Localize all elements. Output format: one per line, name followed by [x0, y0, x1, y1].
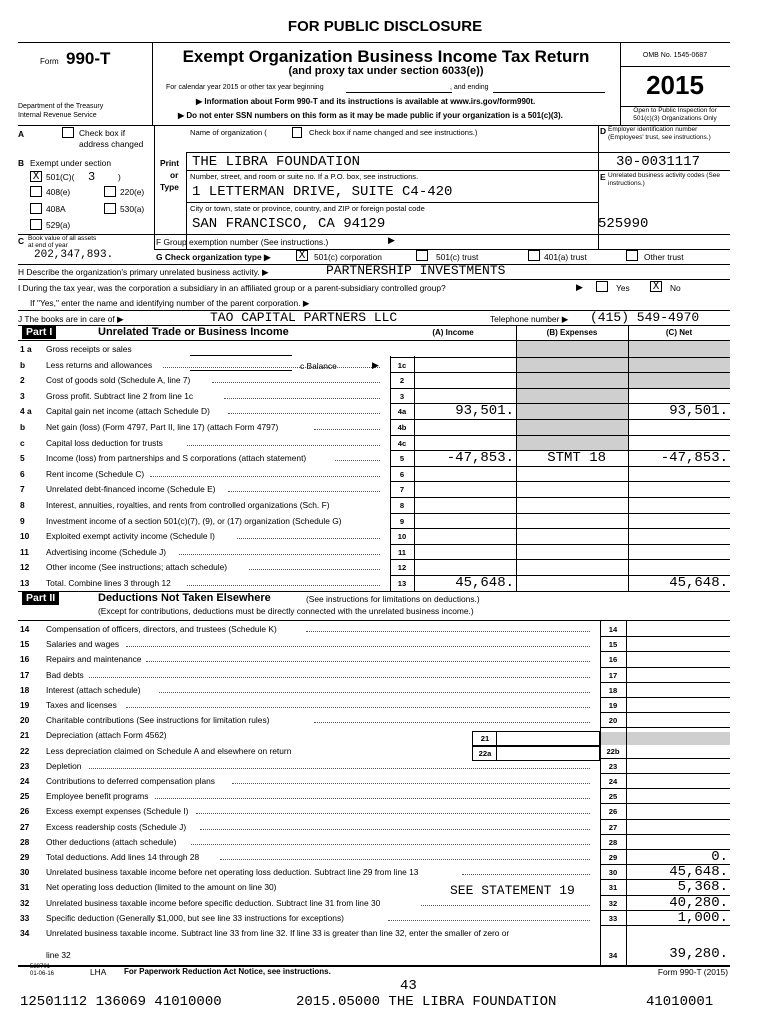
g-opt-1: 501(c) corporation: [314, 252, 382, 262]
part2-line-label: Less depreciation claimed on Schedule A and elsewhere on return: [46, 745, 292, 756]
part2-line-num: 18: [20, 684, 30, 695]
part1-box-label: 11: [397, 547, 407, 557]
408e-checkbox[interactable]: [30, 186, 42, 197]
j-text: J The books are in care of ▶: [18, 314, 124, 324]
line21-box-label: 21: [480, 734, 490, 743]
530a-label: 530(a): [120, 204, 145, 214]
dept-treasury: Department of the Treasury: [18, 103, 104, 110]
part2-value: 5,368.: [677, 879, 728, 896]
part2-box-label: 24: [608, 777, 618, 786]
ein-value: 30-0031117: [616, 154, 701, 170]
yes-label: Yes: [616, 283, 630, 293]
part1-expense-value: STMT 18: [547, 450, 606, 467]
b-label: B: [18, 158, 25, 168]
org-name: THE LIBRA FOUNDATION: [192, 154, 361, 170]
part2-line-label: Excess exempt expenses (Schedule I): [46, 806, 189, 817]
part1-box-label: 1c: [397, 360, 407, 370]
part1-line-num: 1 a: [20, 344, 32, 354]
part1-line-num: 6: [20, 468, 25, 479]
col-b-header: (B) Expenses: [546, 328, 598, 337]
part2-line-num: 15: [20, 639, 30, 650]
part1-line-label: Income (loss) from partnerships and S corporations (attach statement): [46, 453, 307, 464]
d-label: D: [600, 126, 607, 136]
and-ending: , and ending: [450, 84, 489, 91]
e-text: Unrelated business activity codes (See instructions.): [608, 172, 721, 187]
part2-value: 0.: [711, 849, 728, 865]
c-text-2: at end of year: [28, 242, 68, 249]
part2-box-label: 22b: [606, 746, 620, 756]
name-changed-checkbox[interactable]: [292, 127, 302, 138]
part2-box-label: 28: [608, 837, 618, 847]
g-opt-2: 501(c) trust: [436, 252, 479, 262]
part2-line-label: Excess readership costs (Schedule J): [46, 821, 187, 832]
line31-statement: SEE STATEMENT 19: [450, 883, 575, 898]
phone-label: Telephone number ▶: [490, 314, 569, 324]
part2-line-label: Unrelated business taxable income before net operating loss deduction. Subtract line 29 from line 13: [46, 867, 419, 878]
part2-line-num: 24: [20, 776, 30, 786]
page-number: 43: [400, 978, 417, 994]
b-text: Exempt under section: [30, 158, 112, 168]
part2-line-label: Depletion: [46, 760, 82, 771]
part2-line-label: Depreciation (attach Form 4562): [46, 730, 167, 741]
part1-line-num: b: [20, 359, 26, 370]
part1-line-label: Other income (See instructions; attach schedule): [46, 562, 228, 573]
part1-box-label: 4a: [397, 407, 407, 417]
c-text-1: Book value of all assets: [28, 235, 97, 242]
part2-line-num: 17: [20, 669, 30, 680]
part2-value: 45,648.: [669, 864, 728, 881]
activity-description: PARTNERSHIP INVESTMENTS: [326, 263, 506, 278]
part2-line-label: Charitable contributions (See instructions for limitation rules): [46, 715, 270, 726]
part2-value: 40,280.: [669, 894, 728, 911]
form-number: 990-T: [66, 49, 111, 68]
street-value: 1 LETTERMAN DRIVE, SUITE C4-420: [192, 184, 453, 200]
part2-box-label: 25: [608, 792, 618, 802]
part1-line-label: Capital gain net income (attach Schedule D): [46, 406, 210, 417]
city-value: SAN FRANCISCO, CA 94129: [192, 216, 386, 232]
part2-line-num: 25: [20, 791, 30, 802]
d-text: Employer identification number (Employees' trust, see instructions.): [608, 126, 711, 141]
part1-line-num: 7: [20, 484, 25, 495]
part2-line-label: Net operating loss deduction (limited to the amount on line 30): [46, 882, 277, 893]
other-trust-checkbox[interactable]: [626, 250, 638, 261]
part1-line-label: Less returns and allowances: [46, 359, 153, 370]
401a-trust-checkbox[interactable]: [528, 250, 540, 261]
part2-line-num: 22: [20, 745, 30, 756]
part1-box-label: 13: [397, 579, 407, 588]
part2-title-note: (See instructions for limitations on deductions.): [306, 594, 480, 604]
part1-line-label: Investment income of a section 501(c)(7), (9), or (17) organization (Schedule G): [46, 515, 342, 526]
open-inspection-2: 501(c)(3) Organizations Only: [633, 115, 717, 122]
part1-line-num: 3: [20, 390, 25, 401]
part2-line-num: 19: [20, 700, 30, 710]
part2-line-num: 29: [20, 852, 30, 862]
line34-box-label: 34: [608, 951, 618, 960]
f-text: F Group exemption number (See instructions.): [156, 237, 329, 247]
part1-box-label: 10: [397, 532, 407, 542]
part2-line-label: Unrelated business taxable income before specific deduction. Subtract line 31 from line 30: [46, 897, 381, 908]
408e-label: 408(e): [46, 187, 71, 197]
part2-box-label: 14: [608, 625, 618, 634]
part1-line-num: 5: [20, 453, 25, 464]
i-text: I During the tax year, was the corporation a subsidiary in an affiliated group or a parent-subsidiary controlled group?: [18, 283, 446, 293]
part2-box-label: 15: [608, 640, 618, 650]
501c-trust-checkbox[interactable]: [416, 250, 428, 261]
part1-line-num: 9: [20, 515, 25, 526]
omb-number: OMB No. 1545-0687: [642, 52, 708, 59]
g-text: G Check organization type ▶: [156, 252, 271, 262]
part1-line-label: Net gain (loss) (Form 4797, Part II, line 17) (attach Form 4797): [46, 422, 279, 432]
part1-box-label: 7: [399, 485, 405, 495]
part2-line-num: 16: [20, 654, 30, 665]
i-text-2: If "Yes," enter the name and identifying number of the parent corporation. ▶: [30, 298, 310, 308]
part1-line-label: Total. Combine lines 3 through 12: [46, 578, 171, 588]
part2-line-label: Total deductions. Add lines 14 through 28: [46, 852, 200, 862]
gross-receipts-box[interactable]: [190, 344, 292, 356]
part2-line-num: 30: [20, 867, 30, 878]
part1-title: Unrelated Trade or Business Income: [98, 326, 289, 338]
line22a-box-label: 22a: [478, 749, 492, 758]
part1-line-label: Unrelated debt-financed income (Schedule E): [46, 484, 216, 495]
part2-box-label: 23: [608, 761, 618, 771]
part1-line-num: 4 a: [20, 406, 32, 417]
part2-box-label: 27: [608, 822, 618, 832]
501c-corp-checkbox[interactable]: X: [296, 250, 308, 261]
part2-line-label: Interest (attach schedule): [46, 684, 141, 695]
part2-subtitle: (Except for contributions, deductions must be directly connected with the unrelated business income.): [98, 606, 474, 616]
part1-box-label: 9: [399, 516, 405, 526]
part1-box-label: 4c: [397, 438, 407, 448]
part2-line-label: Unrelated business taxable income. Subtract line 33 from line 32. If line 33 is greater than line 32, enter the smaller of zero or: [46, 928, 510, 938]
part2-box-label: 26: [608, 807, 618, 817]
part1-net-value: 45,648.: [669, 575, 728, 591]
529a-checkbox[interactable]: [30, 219, 42, 230]
part1-box-label: 8: [399, 501, 405, 510]
part2-box-label: 32: [608, 898, 618, 908]
col-a-header: (A) Income: [432, 328, 474, 337]
part1-box-label: 4b: [397, 423, 407, 432]
part2-line-label: Employee benefit programs: [46, 791, 149, 802]
part1-line-label: Interest, annuities, royalties, and rents from controlled organizations (Sch. F): [46, 500, 330, 510]
street-label: Number, street, and room or suite no. If a P.O. box, see instructions.: [190, 172, 419, 181]
f-arrow: ▶: [388, 235, 395, 245]
org-name-check-text: Check box if name changed and see instructions.): [309, 128, 478, 137]
part1-tag: Part I: [22, 326, 56, 339]
subsidiary-yes-checkbox[interactable]: [596, 281, 608, 292]
part1-line-num: 10: [20, 531, 30, 542]
address-changed-checkbox[interactable]: [62, 127, 74, 138]
part2-title: Deductions Not Taken Elsewhere: [98, 592, 271, 604]
part2-box-label: 30: [608, 868, 618, 878]
501c-checkbox[interactable]: X: [30, 171, 42, 182]
part2-box-label: 29: [608, 853, 618, 862]
408a-checkbox[interactable]: [30, 203, 42, 214]
220e-label: 220(e): [120, 187, 145, 197]
part1-line-label: Gross receipts or sales: [46, 344, 132, 354]
footer-code-1: 523701: [30, 964, 51, 970]
org-name-label: Name of organization (: [190, 128, 267, 137]
tax-year: 2015: [646, 70, 704, 100]
part1-line-num: 8: [20, 500, 25, 510]
part2-line-num: 31: [20, 882, 30, 893]
part1-net-value: -47,853.: [660, 450, 728, 467]
info-line-2: ▶ Do not enter SSN numbers on this form as it may be made public if your organization is a 501(c)(3).: [178, 111, 563, 120]
g-opt-3: 401(a) trust: [544, 252, 587, 262]
balance-arrow: ▶: [372, 360, 379, 370]
part1-line-num: 13: [20, 578, 30, 588]
open-inspection-1: Open to Public Inspection for: [633, 107, 717, 114]
501c-close: ): [118, 172, 121, 182]
part2-tag: Part II: [22, 592, 59, 605]
part1-line-label: Gross profit. Subtract line 2 from line 1c: [46, 390, 194, 401]
part2-line-num: 28: [20, 836, 30, 847]
part2-line-num: 33: [20, 912, 30, 923]
part2-line-label: Repairs and maintenance: [46, 654, 142, 665]
book-value: 202,347,893.: [34, 249, 114, 261]
part1-box-label: 5: [399, 454, 405, 464]
part2-box-label: 33: [608, 913, 618, 923]
part2-line-label: Taxes and licenses: [46, 700, 117, 710]
part1-line-label: Capital loss deduction for trusts: [46, 437, 163, 448]
type-label: Type: [160, 182, 179, 192]
part1-line-num: 11: [20, 546, 29, 557]
line34-value: 39,280.: [669, 946, 728, 962]
part1-line-label: Advertising income (Schedule J): [46, 546, 167, 557]
part2-line-num: 34: [20, 928, 30, 938]
part1-line-num: c: [20, 437, 25, 448]
disclosure-heading: FOR PUBLIC DISCLOSURE: [287, 18, 483, 35]
a-text-2: address changed: [79, 139, 144, 149]
part2-line-label: Bad debts: [46, 669, 84, 680]
form-label: Form: [40, 57, 59, 66]
408a-label: 408A: [46, 204, 66, 214]
col-c-header: (C) Net: [665, 328, 693, 337]
a-text-1: Check box if: [79, 128, 126, 138]
529a-label: 529(a): [46, 220, 71, 230]
part1-line-num: 2: [20, 375, 25, 386]
part2-line-num: 26: [20, 806, 30, 817]
form-title: Exempt Organization Business Income Tax Return: [182, 47, 590, 66]
530a-checkbox[interactable]: [104, 203, 116, 214]
part2-value: 1,000.: [677, 909, 728, 926]
part2-box-label: 20: [608, 716, 618, 726]
footer-left-id: 12501112 136069 41010000: [20, 994, 222, 1010]
part2-box-label: 18: [608, 685, 618, 695]
footer-code-2: 01-06-16: [30, 971, 55, 977]
part2-box-label: 19: [608, 701, 618, 710]
part2-line-label: Compensation of officers, directors, and trustees (Schedule K): [46, 624, 277, 634]
subsidiary-no-checkbox[interactable]: X: [650, 281, 662, 292]
a-label: A: [18, 129, 25, 139]
city-label: City or town, state or province, country, and ZIP or foreign postal code: [190, 204, 425, 213]
i-arrow: ▶: [576, 282, 583, 292]
h-text: H Describe the organization's primary unrelated business activity. ▶: [18, 267, 269, 277]
part2-line-num: 23: [20, 760, 30, 771]
footer-form-ref: Form 990-T (2015): [657, 967, 728, 977]
form-subtitle: (and proxy tax under section 6033(e)): [288, 65, 484, 77]
g-opt-4: Other trust: [644, 252, 684, 262]
footer-center-id: 2015.05000 THE LIBRA FOUNDATION: [296, 994, 557, 1010]
part2-line-num: 20: [20, 715, 30, 726]
e-label: E: [600, 172, 606, 182]
part1-line-label: Rent income (Schedule C): [46, 468, 145, 479]
501c-number: 3: [88, 170, 96, 184]
501c-label: 501(C)(: [46, 172, 75, 182]
part1-box-label: 3: [399, 391, 405, 401]
or-label: or: [170, 170, 179, 180]
part1-income-value: 93,501.: [455, 403, 514, 420]
part1-income-value: 45,648.: [455, 575, 514, 591]
activity-code-value: 525990: [598, 216, 649, 232]
irs-label: Internal Revenue Service: [18, 112, 97, 119]
part1-box-label: 12: [397, 563, 407, 573]
footer-notice: For Paperwork Reduction Act Notice, see instructions.: [124, 967, 331, 976]
footer-lha: LHA: [90, 967, 107, 977]
part1-line-num: 12: [20, 562, 30, 573]
part1-line-label: Cost of goods sold (Schedule A, line 7): [46, 375, 191, 386]
returns-box[interactable]: [190, 359, 292, 371]
part2-line-label: Other deductions (attach schedule): [46, 836, 177, 847]
part2-line-num: 32: [20, 897, 30, 908]
part1-line-num: b: [20, 422, 26, 432]
info-line-1: ▶ Information about Form 990-T and its instructions is available at www.irs.gov/form990t.: [196, 97, 536, 106]
part1-box-label: 6: [399, 469, 405, 479]
part2-box-label: 31: [608, 883, 618, 893]
220e-checkbox[interactable]: [104, 186, 116, 197]
calendar-line: For calendar year 2015 or other tax year beginning: [166, 84, 324, 91]
footer-right-id: 41010001: [646, 994, 714, 1010]
part2-line-label: Specific deduction (Generally $1,000, but see line 33 instructions for exceptions): [46, 912, 344, 923]
books-care-value: TAO CAPITAL PARTNERS LLC: [210, 310, 398, 325]
part2-line-label: Salaries and wages: [46, 639, 120, 650]
part1-income-value: -47,853.: [446, 450, 514, 467]
no-label: No: [670, 283, 681, 293]
part2-box-label: 16: [608, 655, 618, 665]
part2-box-label: 17: [608, 670, 618, 680]
part1-box-label: 2: [399, 376, 405, 386]
balance-label: c Balance: [300, 361, 337, 371]
part1-net-value: 93,501.: [669, 403, 728, 420]
line34-line2: line 32: [46, 950, 71, 960]
part2-line-num: 14: [20, 624, 30, 634]
phone-value: (415) 549-4970: [590, 310, 700, 325]
print-label: Print: [160, 158, 180, 168]
part2-line-num: 27: [20, 821, 30, 832]
part2-line-label: Contributions to deferred compensation plans: [46, 776, 215, 786]
part2-line-num: 21: [20, 730, 30, 741]
c-label: C: [18, 236, 25, 246]
part1-line-label: Exploited exempt activity income (Schedule I): [46, 531, 215, 542]
